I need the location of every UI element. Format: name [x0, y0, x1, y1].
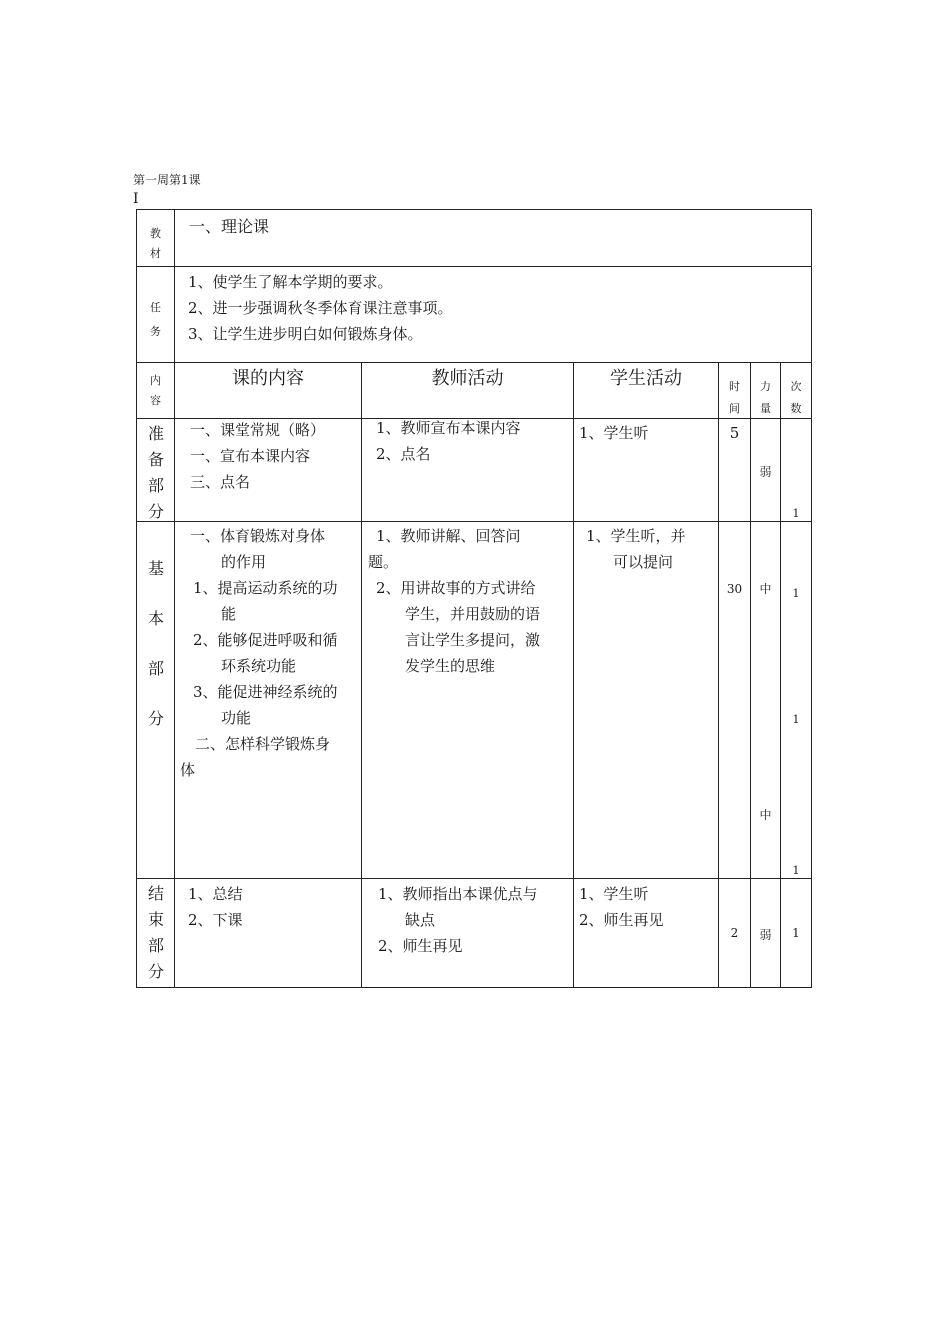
jiben-count: 1	[792, 587, 800, 600]
header-neirong: 内 容	[150, 374, 161, 407]
jieshu-label: 结 束 部 分	[147, 884, 164, 981]
jieshu-time: 2	[730, 926, 739, 940]
jieshu-teacher: 1、教师指出本课优点与 缺点 2、师生再见	[378, 885, 538, 955]
jiben-count: 1	[792, 713, 800, 726]
jieshu-student: 1、学生听 2、师生再见	[579, 885, 664, 929]
table-rule-right	[811, 209, 812, 988]
table-rule	[573, 362, 574, 988]
header-force: 力 量	[760, 380, 771, 415]
header-teacher: 教师活动	[431, 368, 504, 389]
renwu-list	[188, 269, 453, 347]
jiben-time: 30	[726, 582, 743, 596]
table-rule	[136, 878, 812, 879]
jieshu-force: 弱	[759, 928, 772, 942]
zhunbei-label: 准 备 部 分	[147, 424, 164, 521]
table-rule	[136, 362, 812, 363]
renwu-item: 2、进一步强调秋冬季体育课注意事项。	[188, 299, 453, 317]
jieshu-count: 1	[792, 926, 800, 940]
table-rule	[780, 362, 781, 988]
table-rule-bottom	[136, 987, 812, 988]
header-time: 时 间	[729, 380, 740, 415]
jiben-count: 1	[792, 864, 800, 877]
jiben-content: 一、体育锻炼对身体 的作用 1、提高运动系统的功 能 2、能够促进呼吸和循 环系统功能 3、能促进神经系统的 功能 二、怎样科学锻炼身 体	[180, 527, 338, 779]
table-rule	[136, 266, 812, 267]
zhunbei-count: 1	[792, 507, 800, 520]
table-rule	[750, 362, 751, 988]
zhunbei-content: 一、课堂常规（略） 一、宣布本课内容 三、点名	[190, 421, 326, 491]
table-rule	[718, 362, 719, 988]
zhunbei-teacher: 1、教师宣布本课内容 2、点名	[376, 419, 521, 463]
table-rule	[361, 362, 362, 988]
renwu-item: 1、使学生了解本学期的要求。	[188, 273, 393, 291]
table-rule-top	[136, 209, 812, 210]
jiben-student: 1、学生听，并 可以提问	[586, 527, 686, 571]
header-content: 课的内容	[232, 368, 304, 389]
jiaocai-value: 一、理论课	[189, 217, 270, 236]
header-student: 学生活动	[610, 368, 682, 389]
zhunbei-student: 1、学生听	[579, 424, 649, 442]
jiben-force: 中	[759, 808, 772, 822]
text-cursor-mark: I	[133, 191, 139, 207]
page-title: 第一周第1课	[133, 173, 201, 187]
zhunbei-force: 弱	[759, 465, 772, 479]
jiaocai-label: 教 材	[150, 227, 161, 260]
jiben-label: 基 本 部 分	[147, 559, 164, 728]
renwu-label: 任 务	[150, 301, 161, 338]
jiben-teacher: 1、教师讲解、回答问 题。 2、用讲故事的方式讲给 学生，并用鼓励的语 言让学生多提问，激 发学生的思维	[368, 527, 541, 675]
zhunbei-time: 5	[729, 424, 740, 442]
header-count: 次 数	[790, 380, 802, 415]
jieshu-content: 1、总结 2、下课	[188, 885, 243, 929]
table-rule	[136, 521, 812, 522]
renwu-item: 3、让学生进步明白如何锻炼身体。	[188, 325, 423, 343]
jiben-force: 中	[759, 582, 772, 596]
